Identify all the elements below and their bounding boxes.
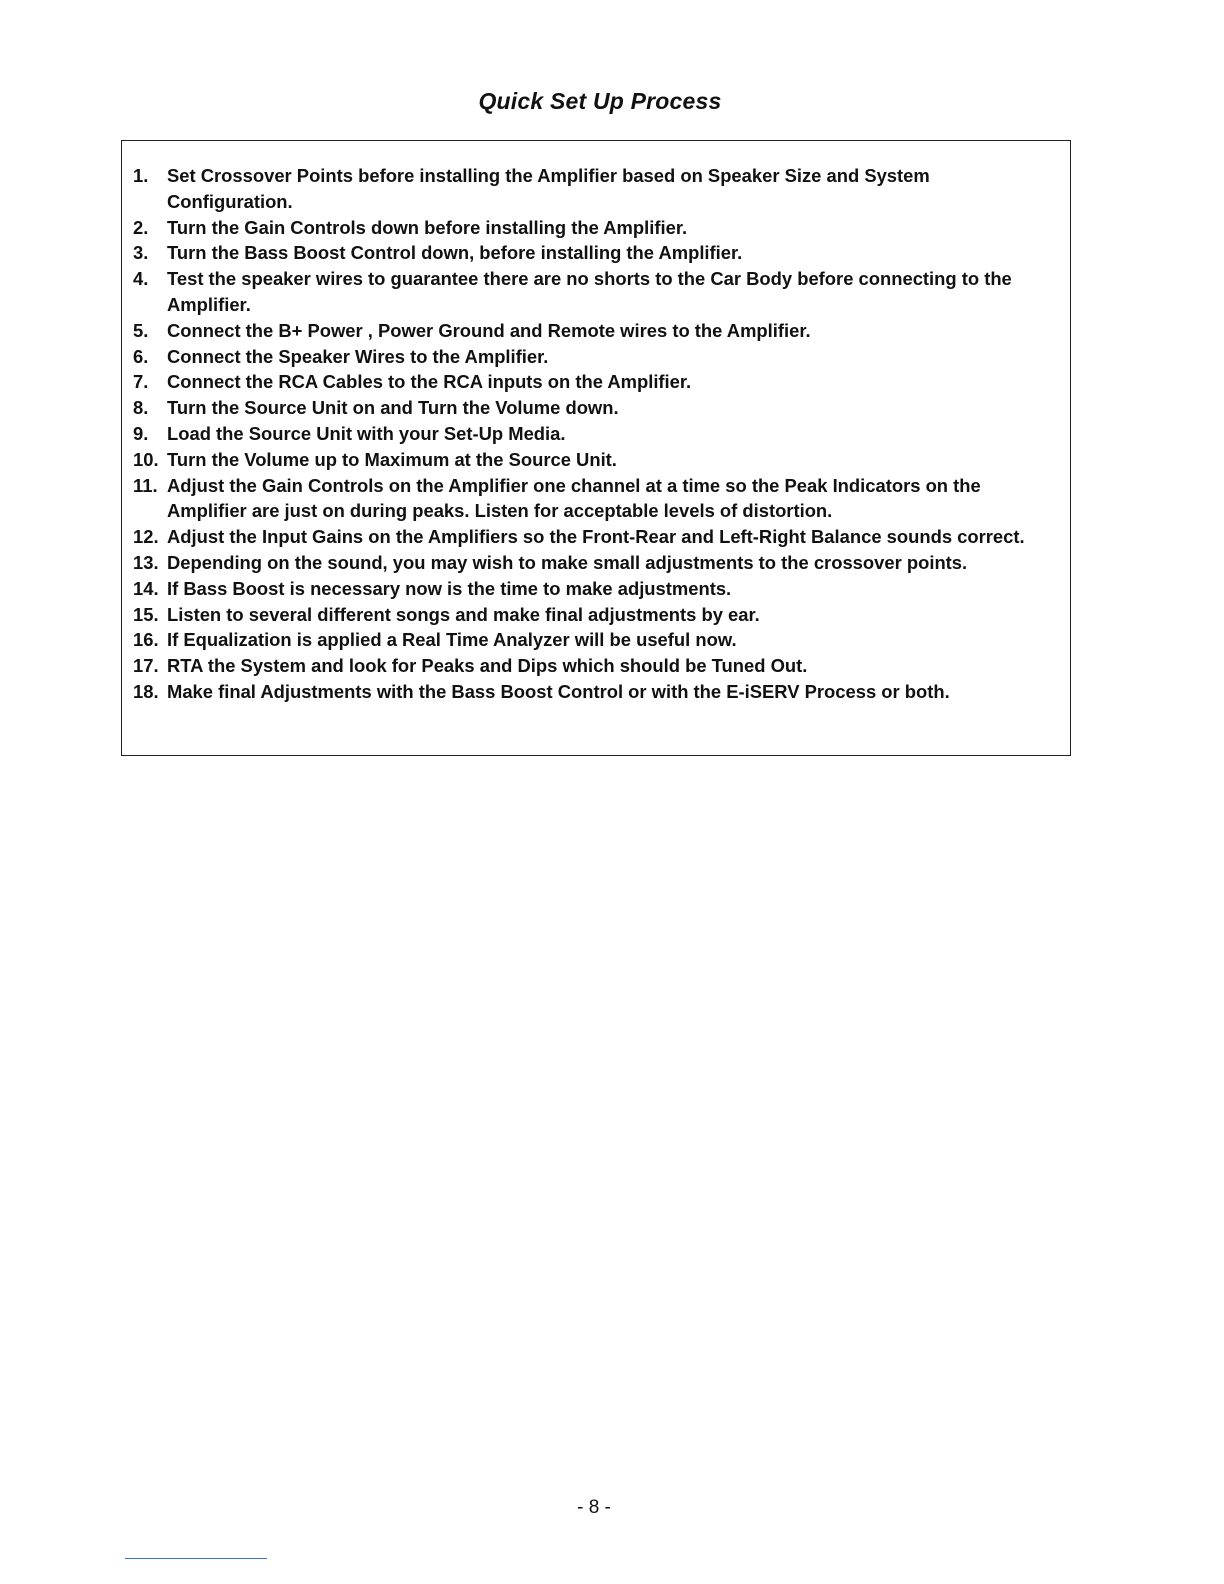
step-text: Listen to several different songs and make final adjustments by ear. [167,603,760,625]
step-number: 12. [133,526,159,548]
step-item [133,576,1053,602]
step-number: 14. [133,577,159,599]
step-item [133,215,1053,241]
page-title: Quick Set Up Process [478,88,722,114]
step-text: Turn the Bass Boost Control down, before installing the Amplifier. [167,242,743,264]
step-number: 2. [133,216,149,238]
step-text: If Bass Boost is necessary now is the time to make adjustments. [167,577,732,599]
step-number: 9. [133,422,149,444]
steps-list [133,163,1053,705]
step-item [133,473,1053,525]
step-text: Depending on the sound, you may wish to make small adjustments to the crossover points. [167,551,968,573]
step-item [133,369,1053,395]
step-number: 18. [133,680,159,702]
step-item [133,163,1053,215]
step-item [133,550,1053,576]
step-item [133,266,1053,318]
step-number: 15. [133,603,159,625]
step-text: Set Crossover Points before installing the Amplifier based on Speaker Size and System Configuration. [167,165,930,212]
step-item [133,602,1053,628]
step-text: Test the speaker wires to guarantee there are no shorts to the Car Body before connecting to the Amplifier. [167,268,1012,315]
step-number: 13. [133,551,159,573]
step-item [133,627,1053,653]
step-text: Turn the Volume up to Maximum at the Source Unit. [167,448,617,470]
step-text: Connect the Speaker Wires to the Amplifier. [167,345,549,367]
step-item [133,653,1053,679]
step-item [133,318,1053,344]
step-text: Turn the Gain Controls down before installing the Amplifier. [167,216,688,238]
step-number: 11. [133,474,158,496]
step-text: Adjust the Input Gains on the Amplifiers so the Front-Rear and Left-Right Balance sounds correct. [167,526,1025,548]
step-item [133,679,1053,705]
step-text: If Equalization is applied a Real Time Analyzer will be useful now. [167,629,737,651]
step-number: 17. [133,655,159,677]
step-text: Load the Source Unit with your Set-Up Media. [167,422,566,444]
step-number: 4. [133,268,149,290]
step-number: 1. [133,165,149,186]
step-number: 6. [133,345,149,367]
step-item [133,421,1053,447]
step-number: 7. [133,371,149,393]
step-number: 8. [133,397,149,419]
step-text: RTA the System and look for Peaks and Dips which should be Tuned Out. [167,655,808,677]
step-item [133,447,1053,473]
step-text: Turn the Source Unit on and Turn the Volume down. [167,397,619,419]
step-number: 16. [133,629,159,651]
step-number: 3. [133,242,149,264]
step-item [133,344,1053,370]
step-text: Adjust the Gain Controls on the Amplifier one channel at a time so the Peak Indicators on the Amplifier are just on during peaks. Listen for acceptable levels of distortion. [167,474,981,522]
step-item [133,240,1053,266]
step-text: Connect the RCA Cables to the RCA inputs on the Amplifier. [167,371,692,393]
step-item [133,395,1053,421]
step-number: 5. [133,319,149,341]
step-number: 10. [133,448,159,470]
step-item [133,524,1053,550]
step-text: Make final Adjustments with the Bass Boost Control or with the E-iSERV Process or both. [167,680,950,702]
step-text: Connect the B+ Power , Power Ground and Remote wires to the Amplifier. [167,319,811,341]
scan-artifact-line [125,1558,267,1559]
page-number: - 8 - [577,1497,611,1518]
